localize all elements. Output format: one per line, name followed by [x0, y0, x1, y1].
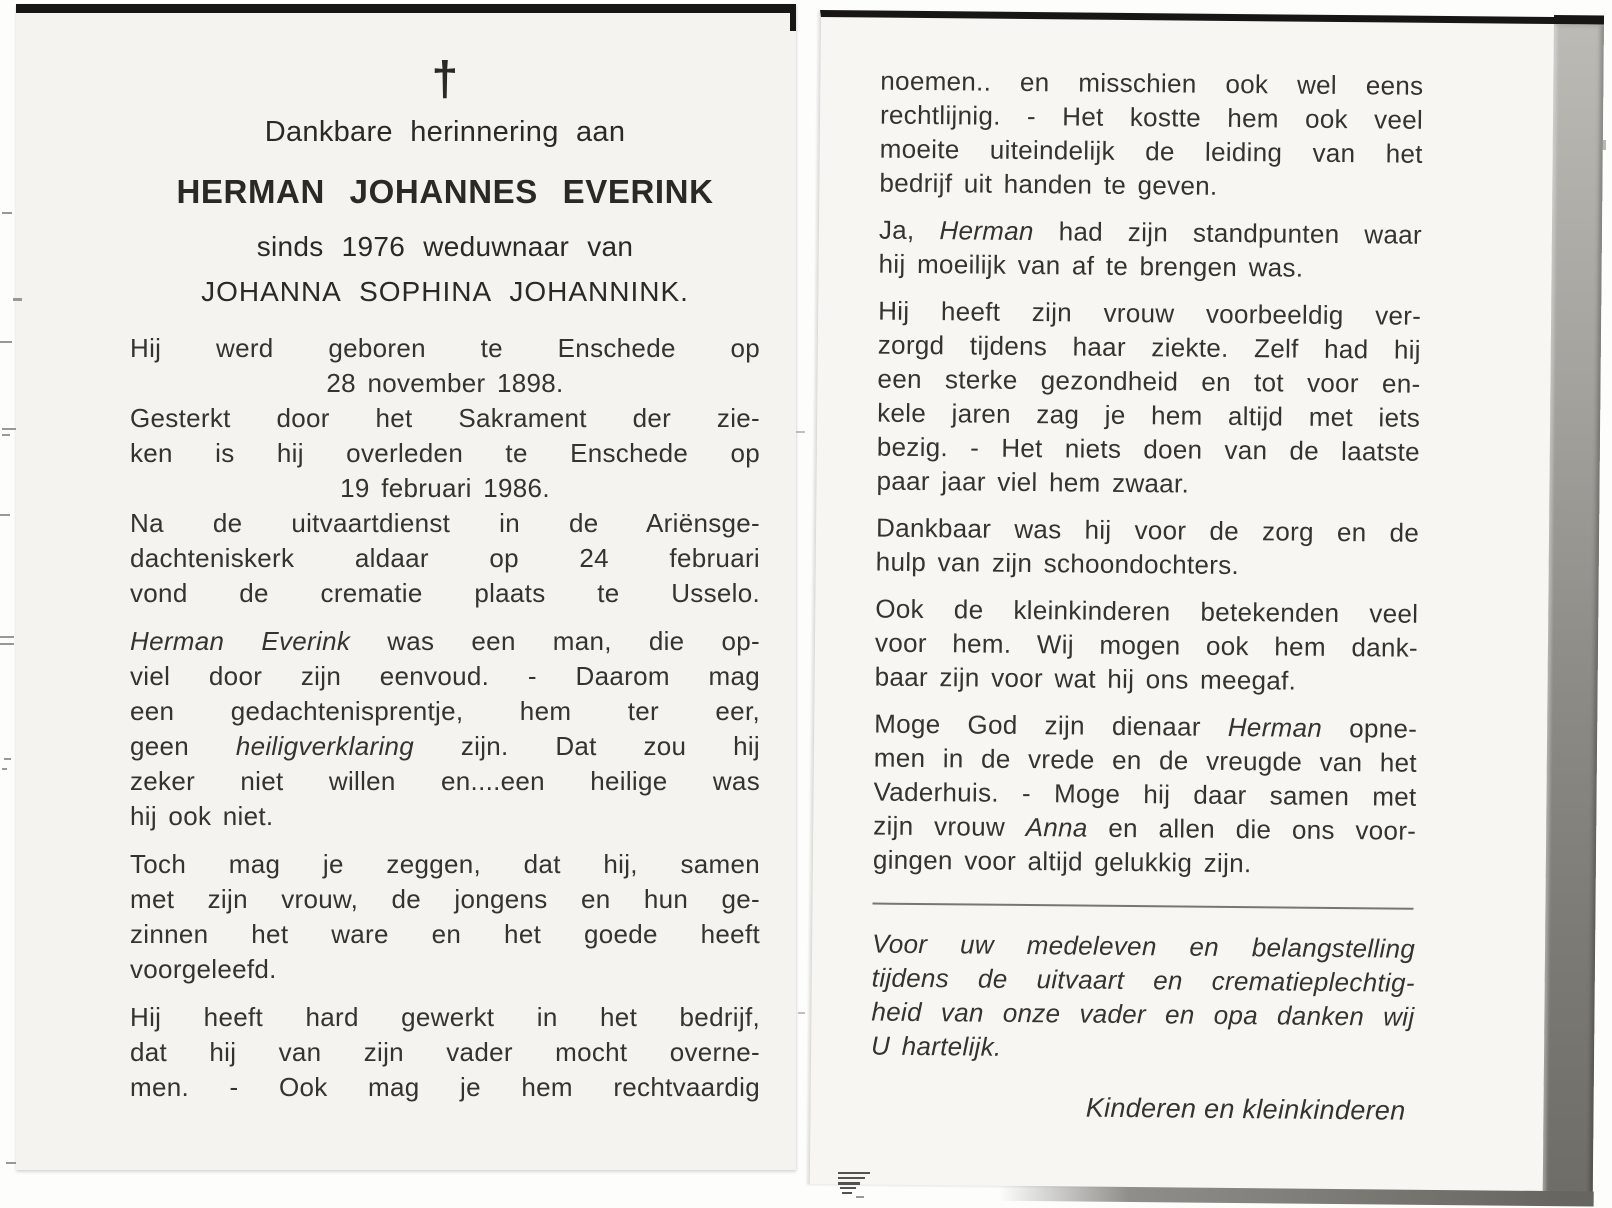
text-line: kele jaren zag je hem altijd met iets [877, 397, 1421, 433]
text-line: Na de uitvaartdienst in de Ariënsge- [130, 508, 760, 538]
text-line: Ja, Herman had zijn standpunten waar [878, 214, 1423, 250]
deceased-name: HERMAN JOHANNES EVERINK [176, 173, 714, 210]
text-line: hij moeilijk van af te brengen was. [878, 248, 1304, 283]
text-line: Herman Everink was een man, die op- [130, 626, 760, 656]
text-line: een sterke gezondheid en tot voor en- [877, 363, 1421, 399]
right-page-body [873, 64, 1424, 882]
text-line: Hij heeft hard gewerkt in het bedrijf, [130, 1002, 760, 1032]
closing-thanks [871, 927, 1415, 1068]
text-line: Toch mag je zeggen, dat hij, samen [130, 849, 760, 879]
paragraph [130, 847, 760, 987]
divider-line [872, 903, 1413, 910]
spouse-name: JOHANNA SOPHINA JOHANNINK. [201, 276, 689, 307]
scan-scribble [856, 1196, 864, 1198]
text-line: een gedachtenisprentje, hem ter eer, [130, 696, 760, 726]
paragraph [876, 294, 1421, 503]
scan-artifact [796, 431, 805, 433]
right-page-unit [799, 6, 1612, 1208]
scan-scribble [840, 1187, 856, 1189]
text-line: tijdens de uitvaart en crematieplechtig- [871, 962, 1415, 998]
scan-artifact [2, 768, 7, 770]
page-top-edge-bar [16, 4, 796, 13]
paragraph [878, 213, 1422, 286]
paragraph [130, 331, 760, 611]
text-line: zijn vrouw Anna en allen die ons voor- [873, 810, 1417, 846]
widower-line: sinds 1976 weduwnaar van [256, 231, 634, 262]
paragraph [130, 624, 760, 834]
text-line: Vaderhuis. - Moge hij daar samen met [873, 776, 1417, 812]
intro-line: Dankbare herinnering aan [264, 116, 626, 148]
text-line: dachteniskerk aldaar op 24 februari [130, 543, 760, 573]
text-line: bezig. - Het niets doen van de laatste [876, 431, 1420, 467]
text-line: rechtlijnig. - Het kostte hem ook veel [879, 99, 1424, 135]
right-page [809, 10, 1554, 1191]
text-line: Voor uw medeleven en belangstelling [871, 928, 1416, 964]
paragraph [876, 511, 1420, 584]
signature-line: Kinderen en kleinkinderen [1085, 1092, 1406, 1126]
text-line: 19 februari 1986. [340, 473, 550, 503]
text-line: geen heiligverklaring zijn. Dat zou hij [130, 731, 760, 761]
scan-scribble [838, 1177, 865, 1179]
text-line: bedrijf uit handen te geven. [879, 167, 1218, 201]
scan-artifact [2, 212, 12, 214]
left-page-body [130, 331, 760, 1105]
scan-scribble [838, 1182, 860, 1185]
scan-artifact [6, 1162, 16, 1164]
left-page-content [130, 53, 760, 1105]
text-line: zorgd tijdens haar ziekte. Zelf had hij [877, 329, 1421, 365]
paragraph [130, 1000, 760, 1105]
text-line: hij ook niet. [130, 801, 274, 831]
text-line: paar jaar viel hem zwaar. [876, 465, 1190, 499]
scan-artifact [0, 341, 12, 343]
scan-artifact [0, 643, 14, 645]
text-line: voor hem. Wij mogen ook hem dank- [874, 627, 1419, 663]
text-line: dat hij van zijn vader mocht overne- [130, 1037, 760, 1067]
text-line: voorgeleefd. [130, 954, 277, 984]
text-line: ken is hij overleden te Enschede op [130, 438, 760, 468]
text-line: gingen voor altijd gelukkig zijn. [872, 844, 1252, 879]
paragraph [874, 592, 1418, 699]
scan-artifact [13, 298, 22, 301]
scan-artifact [0, 636, 14, 638]
scan-artifact [1602, 140, 1606, 150]
text-line: zinnen het ware en het goede heeft [130, 919, 760, 949]
scan-scribble [842, 1192, 852, 1194]
text-line: U hartelijk. [870, 1030, 1002, 1062]
text-line: heid van onze vader en opa danken wij [871, 996, 1415, 1032]
scan-artifact [0, 514, 10, 516]
text-line: men in de vrede en de vreugde van het [873, 742, 1418, 778]
text-line: Hij werd geboren te Enschede op [130, 333, 760, 363]
text-line: Ook de kleinkinderen betekenden veel [875, 593, 1419, 629]
left-page [16, 4, 796, 1170]
right-page-content [870, 64, 1423, 1127]
scan-artifact [798, 1012, 805, 1014]
cross-icon: † [431, 53, 459, 106]
scan-artifact [2, 434, 10, 436]
text-line: Moge God zijn dienaar Herman opne- [874, 708, 1418, 744]
text-line: noemen.. en misschien ook wel eens [880, 65, 1424, 101]
paragraph [879, 64, 1423, 205]
scan-artifact [2, 428, 16, 430]
text-line: viel door zijn eenvoud. - Daarom mag [130, 661, 760, 691]
text-line: baar zijn voor wat hij ons meegaf. [874, 661, 1297, 696]
text-line: zeker niet willen en....een heilige was [130, 766, 760, 796]
text-line: men. - Ook mag je hem rechtvaardig [130, 1072, 760, 1102]
text-line: Dankbaar was hij voor de zorg en de [875, 512, 1420, 548]
text-line: Hij heeft zijn vrouw voorbeeldig ver- [878, 295, 1422, 331]
text-line: vond de crematie plaats te Usselo. [130, 578, 760, 608]
scan-artifact [4, 758, 11, 760]
text-line: met zijn vrouw, de jongens en hun ge- [130, 884, 760, 914]
text-line: moeite uiteindelijk de leiding van het [879, 133, 1423, 169]
text-line: 28 november 1898. [326, 368, 564, 398]
text-line: hulp van zijn schoondochters. [875, 546, 1240, 581]
page-top-edge-corner [790, 4, 796, 31]
scan-scribble [838, 1172, 870, 1174]
paragraph [871, 927, 1415, 1068]
paragraph [873, 707, 1418, 882]
book-fore-edge [1543, 15, 1604, 1204]
text-line: Gesterkt door het Sakrament der zie- [130, 403, 760, 433]
